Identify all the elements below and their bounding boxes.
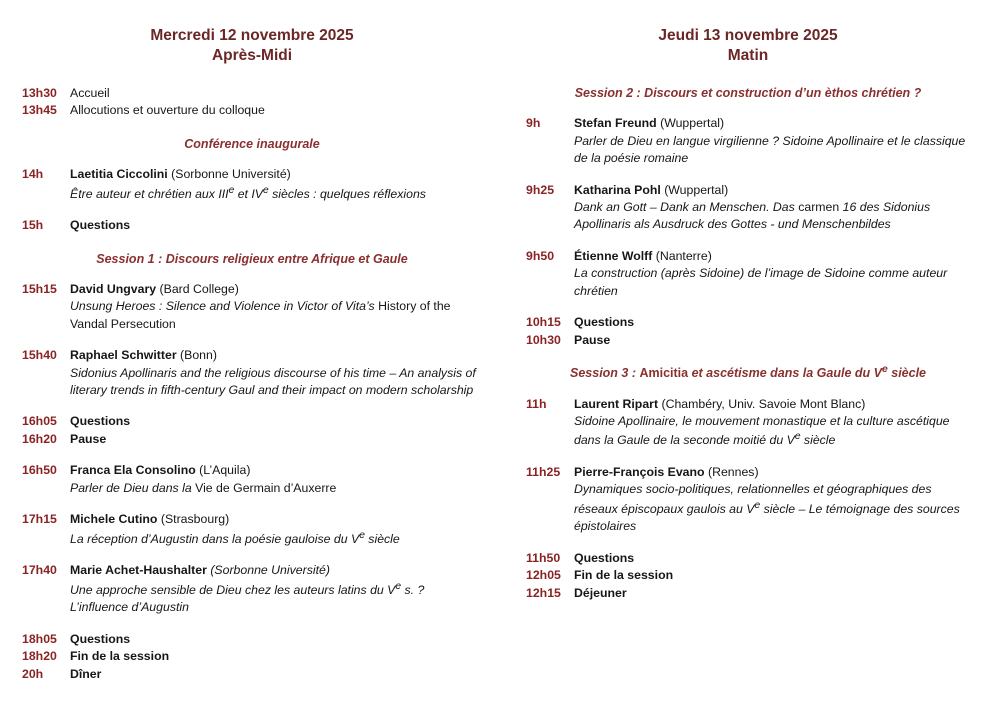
session2-heading: Session 2 : Discours et construction d’un èthos chrétien ? [574,85,922,100]
speaker-name: Michele Cutino [70,512,158,527]
talk-title: Parler de Dieu en langue virgilienne ? Sidoine Apollinaire et le classique de la poésie romaine [574,133,966,166]
entry-time: 17h15 [22,512,57,527]
speaker-affiliation: (Wuppertal) [660,116,725,131]
speaker-name: Laetitia Ciccolini [70,167,168,182]
schedule-row [22,462,482,497]
schedule-row [22,413,482,430]
talk-title: Dynamiques socio-politiques, relationnelles et géographiques des réseaux épiscopaux gaulois au Ve siècle – Le témoignage des sources épistolaires [574,482,960,534]
schedule-row [526,182,970,234]
schedule-row [22,85,482,102]
talk-title: Parler de Dieu dans la Vie de Germain d’Auxerre [70,480,337,495]
entry-time: 18h20 [22,649,57,664]
entry-label: Accueil [70,85,110,100]
entry-time: 13h30 [22,85,57,100]
entry-time: 15h15 [22,281,57,296]
entry-time: 13h45 [22,103,57,118]
session1-heading: Session 1 : Discours religieux entre Afrique et Gaule [96,251,408,266]
speaker-affiliation: (Bard College) [159,281,239,296]
entry-label: Questions [70,218,131,233]
speaker-name: Étienne Wolff [574,248,653,263]
speaker-affiliation: (Wuppertal) [664,182,729,197]
talk-title: Être auteur et chrétien aux IIIe et IVe siècles : quelques réflexions [70,184,426,201]
entry-time: 10h30 [526,332,561,347]
entry-time: 16h05 [22,414,57,429]
entry-label: Dîner [70,666,102,681]
speaker-affiliation: (Rennes) [707,465,759,479]
entry-time: 11h25 [526,465,561,479]
talk-title: La construction (après Sidoine) de l’image de Sidoine comme auteur chrétien [574,266,948,298]
schedule-row [22,631,482,648]
speaker-affiliation: (Strasbourg) [160,512,230,527]
schedule-row [22,431,482,448]
entry-label: Questions [574,315,635,330]
schedule-row [526,396,970,450]
entry-time: 16h20 [22,431,57,446]
schedule-row [526,332,970,349]
day-title: Mercredi 12 novembre 2025 [150,27,354,44]
entry-time: 15h [22,218,44,233]
entry-time: 20h [22,666,44,681]
entry-label: Déjeuner [574,585,627,600]
session3-heading: Session 3 : Amicitia et ascétisme dans la Gaule du Ve siècle [570,364,926,381]
schedule-row [526,585,970,602]
schedule-row [22,102,482,119]
talk-title: Sidonius Apollinaris and the religious discourse of his time – An analysis of literary trends in fifth-century Gaul and their impact on modern scholarship [70,365,476,398]
schedule-row [22,648,482,665]
entry-time: 15h40 [22,348,57,363]
entry-time: 9h25 [526,182,555,197]
entry-label: Allocutions et ouverture du colloque [70,103,265,118]
talk-title: Unsung Heroes : Silence and Violence in Victor of Vita’s History of the Vandal Persecution [70,299,451,331]
inaugural-heading: Conférence inaugurale [184,136,320,151]
entry-time: 17h40 [22,563,57,578]
speaker-name: Laurent Ripart [574,396,659,411]
column-wednesday [0,26,500,709]
entry-time: 18h05 [22,631,57,646]
entry-time: 14h [22,167,44,182]
day-heading-wednesday [22,26,482,67]
schedule-row [22,562,482,616]
speaker-name: David Ungvary [70,281,157,296]
schedule-row [22,281,482,333]
day-heading-thursday [526,26,970,67]
entry-time: 11h50 [526,550,561,565]
speaker-name: Katharina Pohl [574,182,661,197]
schedule-row [526,248,970,300]
entry-label: Pause [574,332,611,347]
talk-title: Une approche sensible de Dieu chez les auteurs latins du Ve s. ? L’influence d’Augustin [70,580,425,615]
column-thursday [500,26,1000,709]
entry-label: Questions [70,414,131,429]
schedule-row [526,550,970,567]
speaker-affiliation: (Sorbonne Université) [210,563,330,578]
speaker-name: Raphael Schwitter [70,348,177,363]
entry-time: 9h50 [526,248,555,263]
talk-title: Sidoine Apollinaire, le mouvement monastique et la culture ascétique dans la Gaule de la seconde moitié du Ve siècle [574,414,950,448]
entry-time: 11h [526,396,547,411]
talk-title: Dank an Gott – Dank an Menschen. Das carmen 16 des Sidonius Apollinaris als Ausdruck des Gottes - und Menschenbildes [574,199,931,232]
day-title: Jeudi 13 novembre 2025 [658,27,838,44]
talk-title: La réception d’Augustin dans la poésie gauloise du Ve siècle [70,529,400,546]
speaker-name: Pierre-François Evano [574,465,705,479]
schedule-row [526,567,970,584]
speaker-affiliation: (Chambéry, Univ. Savoie Mont Blanc) [661,396,866,411]
entry-label: Questions [574,550,635,565]
day-part: Matin [727,47,769,65]
schedule-row [526,115,970,167]
entry-label: Questions [70,631,131,646]
entry-time: 12h15 [526,585,561,600]
day-part: Après-Midi [211,47,293,65]
speaker-affiliation: (Nanterre) [655,248,712,263]
entry-time: 16h50 [22,463,57,478]
schedule-row [526,464,970,536]
schedule-row [22,217,482,234]
schedule-row [526,314,970,331]
speaker-affiliation: (Sorbonne Université) [171,167,291,182]
entry-time: 10h15 [526,315,561,330]
entry-time: 9h [526,116,541,131]
speaker-affiliation: (L’Aquila) [199,463,251,478]
schedule-row [22,666,482,683]
speaker-name: Franca Ela Consolino [70,463,196,478]
schedule-row [22,347,482,399]
schedule-row [22,166,482,203]
entry-label: Fin de la session [70,649,170,664]
speaker-name: Marie Achet-Haushalter [70,563,207,578]
entry-label: Pause [70,431,107,446]
speaker-name: Stefan Freund [574,116,657,131]
speaker-affiliation: (Bonn) [180,348,217,363]
entry-time: 12h05 [526,568,561,583]
entry-label: Fin de la session [574,568,674,583]
schedule-row [22,511,482,548]
